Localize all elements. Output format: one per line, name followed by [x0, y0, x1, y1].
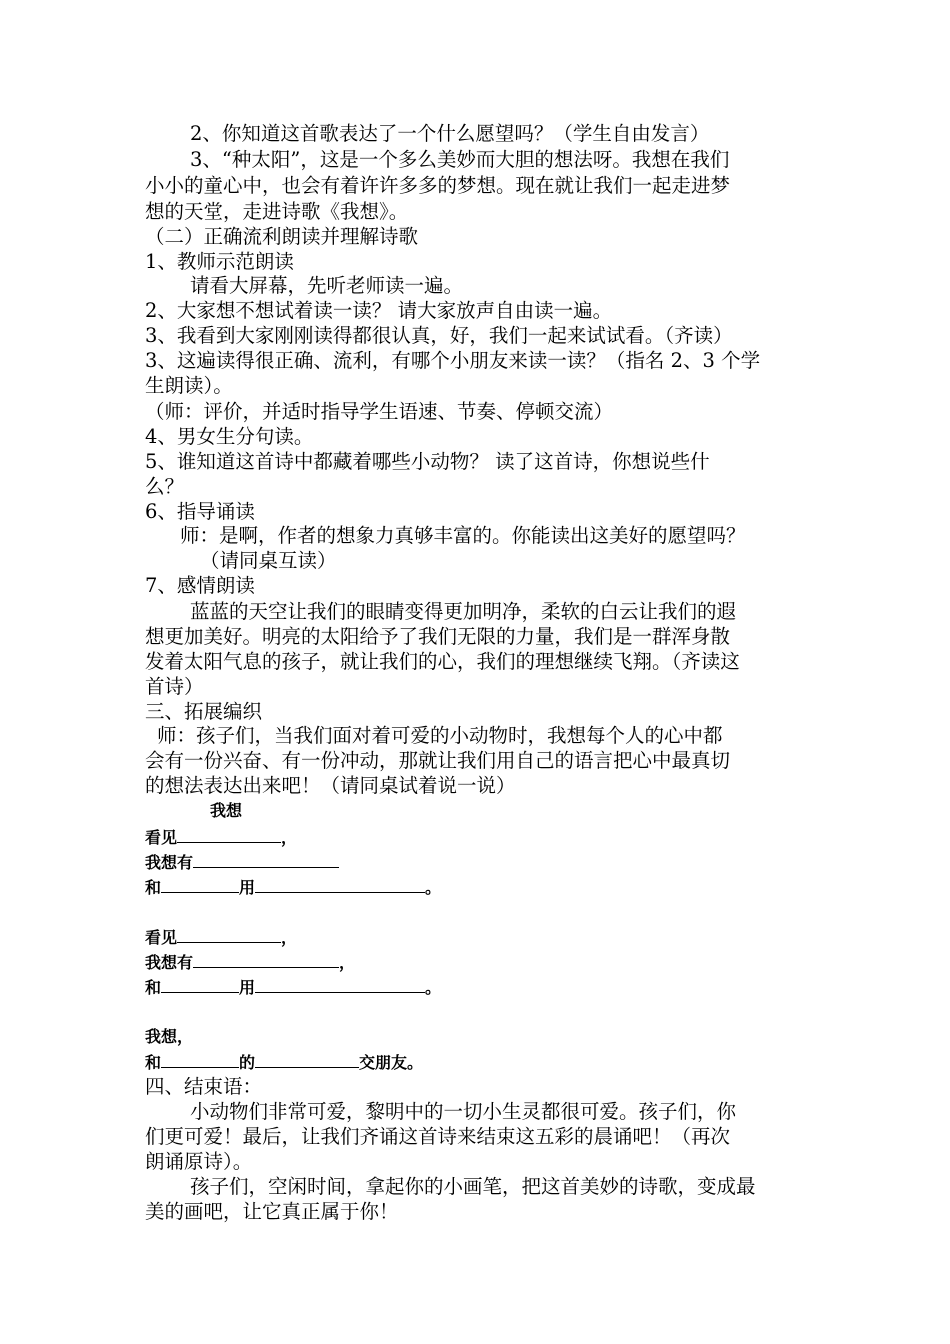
exercise-line: 和 用 。	[145, 978, 442, 997]
blank-field[interactable]	[255, 976, 425, 993]
blank-field[interactable]	[161, 1051, 239, 1068]
text-line: 蓝蓝的天空让我们的眼睛变得更加明净，柔软的白云让我们的遐	[190, 600, 737, 623]
blank-field[interactable]	[177, 926, 281, 943]
text-line: 2、大家想不想试着读一读？ 请大家放声自由读一遍。	[145, 299, 613, 322]
exercise-title: 我想	[210, 801, 243, 820]
blank-field[interactable]	[161, 876, 239, 893]
exercise-line: 看见 ，	[145, 828, 298, 847]
text-line: 孩子们，空闲时间，拿起你的小画笔，把这首美妙的诗歌，变成最	[190, 1175, 756, 1198]
text-line: 3、我看到大家刚刚读得都很认真，好，我们一起来试试看。（齐读）	[145, 324, 733, 347]
blank-field[interactable]	[193, 851, 339, 868]
exercise-line: 和 用 。	[145, 878, 442, 897]
text-line: 请看大屏幕，先听老师读一遍。	[190, 274, 464, 297]
blank-field[interactable]	[193, 951, 339, 968]
text-line: 3、“种太阳”，这是一个多么美妙而大胆的想法呀。我想在我们	[190, 148, 730, 171]
text-line: 美的画吧，让它真正属于你！	[145, 1200, 399, 1223]
text-line: （师：评价，并适时指导学生语速、节奏、停顿交流）	[145, 400, 614, 423]
text-line: 4、男女生分句读。	[145, 425, 314, 448]
text-line: 会有一份兴奋、有一份冲动，那就让我们用自己的语言把心中最真切	[145, 749, 731, 772]
text-line: 生朗读）。	[145, 374, 233, 397]
text-line: 1、教师示范朗读	[145, 250, 294, 273]
text-line: 3、这遍读得很正确、流利，有哪个小朋友来读一读？（指名 2、3 个学	[145, 349, 761, 372]
text-line: 想的天堂，走进诗歌《我想》。	[145, 200, 409, 223]
text-line: 的想法表达出来吧！（请同桌试着说一说）	[145, 774, 516, 797]
text-line: 首诗）	[145, 675, 204, 698]
text-line: 么？	[145, 475, 185, 498]
text-line: 师：孩子们，当我们面对着可爱的小动物时，我想每个人的心中都	[157, 724, 723, 747]
text-line: 2、你知道这首歌表达了一个什么愿望吗？（学生自由发言）	[190, 122, 710, 145]
blank-field[interactable]	[255, 876, 425, 893]
text-line: 7、感情朗读	[145, 574, 255, 597]
exercise-line: 我想，	[145, 1027, 194, 1046]
section-heading: 三、拓展编织	[145, 700, 263, 723]
text-line: 想更加美好。明亮的太阳给予了我们无限的力量，我们是一群浑身散	[145, 625, 731, 648]
text-line: 小动物们非常可爱，黎明中的一切小生灵都很可爱。孩子们，你	[190, 1100, 737, 1123]
section-heading: 四、结束语：	[145, 1075, 263, 1098]
section-heading: （二）正确流利朗读并理解诗歌	[145, 225, 419, 248]
text-line: 小小的童心中，也会有着许许多多的梦想。现在就让我们一起走进梦	[145, 174, 731, 197]
blank-field[interactable]	[161, 976, 239, 993]
text-line: 朗诵原诗）。	[145, 1150, 253, 1173]
text-line: 们更可爱！最后，让我们齐诵这首诗来结束这五彩的晨诵吧！（再次	[145, 1125, 731, 1148]
blank-field[interactable]	[255, 1051, 359, 1068]
blank-field[interactable]	[177, 826, 281, 843]
exercise-line: 看见 ，	[145, 928, 298, 947]
exercise-line: 我想有 ，	[145, 953, 356, 972]
text-line: （请同桌互读）	[200, 549, 337, 572]
text-line: 5、谁知道这首诗中都藏着哪些小动物？ 读了这首诗，你想说些什	[145, 450, 710, 473]
text-line: 发着太阳气息的孩子，就让我们的心，我们的理想继续飞翔。（齐读这	[145, 650, 740, 673]
exercise-line: 和 的 交朋友。	[145, 1053, 424, 1072]
text-line: 师：是啊，作者的想象力真够丰富的。你能读出这美好的愿望吗？	[180, 524, 746, 547]
text-line: 6、指导诵读	[145, 500, 255, 523]
exercise-line: 我想有	[145, 851, 339, 874]
